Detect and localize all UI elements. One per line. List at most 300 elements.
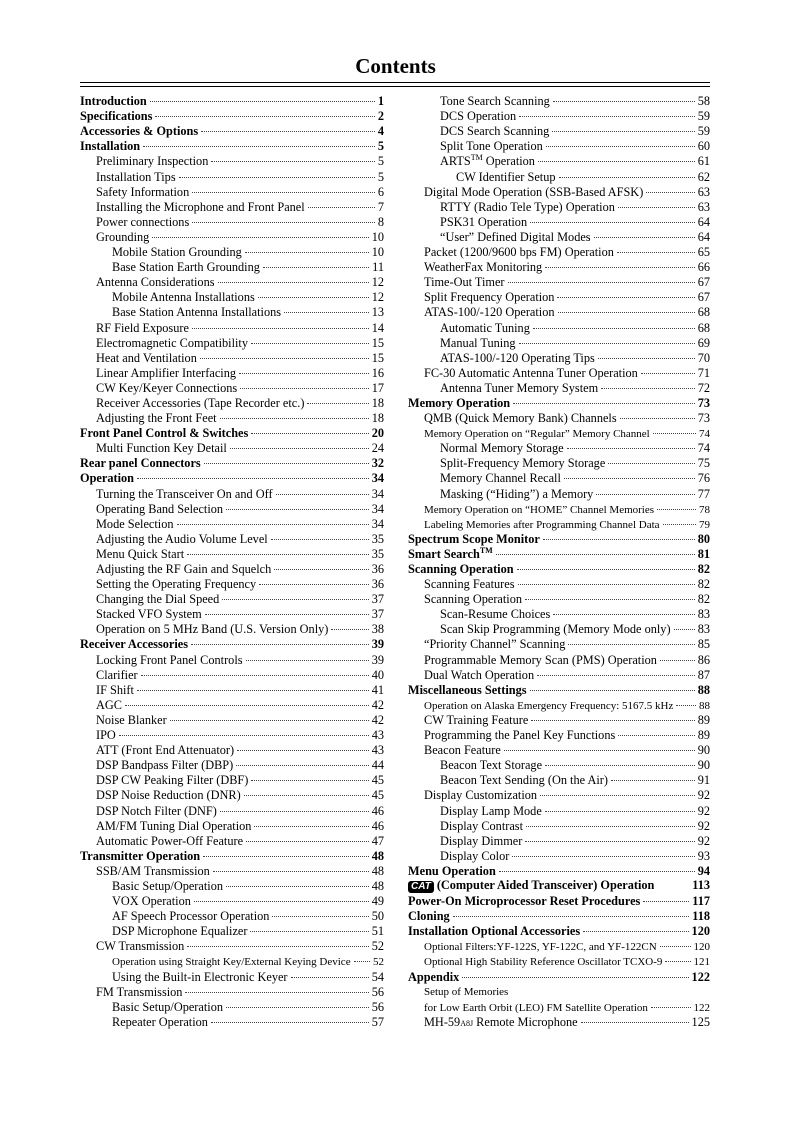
toc-entry-title: Receiver Accessories — [80, 637, 188, 652]
toc-leader-dots — [496, 539, 695, 555]
toc-entry-page: 62 — [697, 169, 710, 184]
toc-entry-page: 43 — [371, 743, 384, 758]
toc-entry-page: 42 — [371, 712, 384, 727]
toc-entry-title: Specifications — [80, 109, 153, 124]
toc-entry-title: Base Station Earth Grounding — [112, 260, 260, 275]
toc-entry-title: DSP Notch Filter (DNF) — [96, 803, 217, 818]
toc-entry-title: Labeling Memories after Programming Channel Data — [424, 518, 660, 531]
toc-entry-page: 86 — [697, 652, 710, 667]
toc-entry-title: Installation Tips — [96, 169, 176, 184]
toc-leader-dots — [125, 690, 369, 706]
toc-leader-dots — [226, 871, 369, 887]
toc-entry-title: Optional High Stability Reference Oscillator TCXO-9 — [424, 956, 663, 969]
toc-entry-page: 36 — [371, 577, 384, 592]
toc-leader-dots — [525, 826, 694, 842]
toc-entry-page: 63 — [697, 199, 710, 214]
toc-leader-dots — [152, 222, 368, 238]
toc-entry-page: 120 — [691, 924, 710, 939]
toc-leader-dots — [611, 765, 695, 781]
toc-entry-page: 125 — [691, 1014, 710, 1029]
toc-leader-dots — [251, 765, 368, 781]
toc-entry-page: 82 — [697, 577, 710, 592]
toc-leader-dots — [526, 811, 695, 827]
toc-entry-title: AF Speech Processor Operation — [112, 909, 270, 924]
toc-entry-page: 75 — [697, 456, 710, 471]
toc-entry-page: 64 — [697, 214, 710, 229]
toc-entry-title: Operation — [80, 471, 134, 486]
toc-entry-page: 11 — [372, 260, 384, 275]
toc-entry-page: 71 — [697, 365, 710, 380]
toc-entry-title: Automatic Tuning — [440, 320, 530, 335]
toc-leader-dots — [558, 297, 695, 313]
toc-right-column — [408, 89, 710, 1029]
toc-entry-page: 94 — [697, 863, 710, 878]
toc-entry-title: Locking Front Panel Controls — [96, 652, 243, 667]
toc-entry-title: Masking (“Hiding”) a Memory — [440, 486, 594, 501]
toc-entry-title: CW Transmission — [96, 939, 185, 954]
toc-entry-title: QMB (Quick Memory Bank) Channels — [424, 411, 617, 426]
toc-left-column — [80, 89, 384, 1029]
toc-entry-title: Programmable Memory Scan (PMS) Operation — [424, 652, 657, 667]
toc-entry-title: Automatic Power-Off Feature — [96, 833, 244, 848]
toc-entry-title: AGC — [96, 697, 122, 712]
toc-entry-page: 122 — [693, 1001, 710, 1014]
toc-entry-page: 72 — [697, 380, 710, 395]
toc-entry-page: 44 — [371, 758, 384, 773]
toc-leader-dots — [462, 961, 688, 977]
toc-entry-page: 83 — [697, 607, 710, 622]
toc-entry-page: 65 — [697, 245, 710, 260]
title-rule-top — [80, 82, 710, 83]
toc-entry-title: Display Contrast — [440, 818, 523, 833]
toc-entry-page: 66 — [697, 260, 710, 275]
toc-leader-dots — [657, 871, 689, 886]
toc-leader-dots — [203, 841, 369, 857]
toc-entry-page: 5 — [377, 139, 384, 154]
toc-entry-page: 68 — [697, 305, 710, 320]
toc-leader-dots — [200, 343, 369, 359]
toc-entry-page: 52 — [371, 939, 384, 954]
toc-leader-dots — [194, 886, 369, 902]
toc-entry-page: 5 — [377, 154, 384, 169]
toc-entry-title: Antenna Tuner Memory System — [440, 380, 599, 395]
toc-leader-dots — [271, 524, 369, 540]
toc-entry-page: 43 — [371, 728, 384, 743]
toc-leader-dots — [226, 992, 369, 1008]
toc-entry-title: Manual Tuning — [440, 335, 516, 350]
toc-leader-dots — [519, 101, 695, 117]
toc-entry-page: 45 — [371, 788, 384, 803]
toc-leader-dots — [179, 161, 375, 177]
toc-entry-page: 41 — [371, 682, 384, 697]
toc-entry-title: Operating Band Selection — [96, 501, 224, 516]
toc-entry-page: 92 — [697, 788, 710, 803]
toc-leader-dots — [213, 856, 369, 872]
toc-leader-dots — [141, 660, 369, 676]
toc-entry-title: Heat and Ventilation — [96, 350, 197, 365]
toc-leader-dots — [525, 584, 695, 600]
toc-entry-title: IF Shift — [96, 682, 134, 697]
toc-entry-page: 74 — [699, 428, 710, 441]
toc-leader-dots — [581, 1007, 689, 1023]
toc-entry-title: Receiver Accessories (Tape Recorder etc.) — [96, 395, 305, 410]
toc-entry-title: Turning the Transceiver On and Off — [96, 486, 273, 501]
toc-entry-page: 61 — [697, 154, 710, 169]
toc-entry-title: ATAS-100/-120 Operation — [424, 305, 555, 320]
toc-leader-dots — [263, 252, 369, 268]
toc-entry-title: WeatherFax Monitoring — [424, 260, 543, 275]
toc-entry-title: DSP Microphone Equalizer — [112, 924, 248, 939]
toc-entry-title: Installing the Microphone and Front Panel — [96, 199, 305, 214]
toc-entry-page: 79 — [699, 518, 710, 531]
toc-entry-page: 46 — [371, 803, 384, 818]
toc-leader-dots — [674, 614, 695, 630]
toc-entry-title: Display Color — [440, 848, 510, 863]
toc-entry-title: Power connections — [96, 214, 190, 229]
toc-entry-title: ATAS-100/-120 Operating Tips — [440, 350, 595, 365]
toc-leader-dots — [137, 463, 369, 479]
toc-leader-dots — [559, 161, 695, 177]
toc-entry-page: 38 — [371, 622, 384, 637]
toc-leader-dots — [511, 977, 707, 992]
toc-entry-page: 93 — [697, 848, 710, 863]
toc-entry-page: 54 — [371, 969, 384, 984]
toc-leader-dots — [512, 841, 694, 857]
toc-leader-dots — [119, 720, 369, 736]
toc-leader-dots — [276, 478, 369, 494]
toc-entry-title: Installation Optional Accessories — [408, 924, 581, 939]
toc-entry-page: 8 — [377, 214, 384, 229]
toc-entry-page: 34 — [371, 471, 384, 486]
toc-entry-title: Basic Setup/Operation — [112, 999, 223, 1014]
toc-entry-title: Digital Mode Operation (SSB-Based AFSK) — [424, 184, 644, 199]
toc-leader-dots — [660, 931, 691, 947]
toc-entry-page: 113 — [692, 877, 710, 892]
toc-entry-page: 118 — [692, 909, 710, 924]
toc-leader-dots — [564, 463, 695, 479]
toc-entry-page: 82 — [697, 562, 710, 576]
toc-entry-page: 70 — [697, 350, 710, 365]
toc-entry-page: 15 — [371, 350, 384, 365]
toc-entry-page: 36 — [371, 562, 384, 576]
toc-entry-title: Scanning Operation — [424, 592, 523, 607]
toc-entry-page: 92 — [697, 803, 710, 818]
toc-entry-page: 120 — [693, 941, 710, 954]
toc-leader-dots — [240, 373, 369, 389]
toc-entry-page: 48 — [371, 878, 384, 893]
toc-leader-dots — [220, 795, 369, 811]
toc-entry-page: 7 — [377, 199, 384, 214]
toc-leader-dots — [187, 539, 369, 555]
toc-entry-page: 32 — [371, 456, 384, 471]
toc-leader-dots — [552, 116, 694, 132]
toc-leader-dots — [546, 131, 695, 147]
toc-entry-page: 51 — [371, 924, 384, 939]
toc-entry-title: Mobile Station Grounding — [112, 245, 242, 260]
toc-entry-title: AM/FM Tuning Dial Operation — [96, 818, 252, 833]
toc-entry-title: Accessories & Options — [80, 124, 199, 139]
toc-entry-page: 80 — [697, 531, 710, 546]
toc-entry-page: 63 — [697, 184, 710, 199]
toc-entry-page: 91 — [697, 773, 710, 788]
toc-entry-page: 48 — [371, 863, 384, 878]
toc-entry-title: DCS Search Scanning — [440, 124, 550, 139]
toc-leader-dots — [617, 237, 695, 253]
toc-entry-title: Display Lamp Mode — [440, 803, 542, 818]
toc-entry-title: Clarifier — [96, 667, 138, 682]
toc-entry-title: Beacon Feature — [424, 743, 501, 758]
toc-leader-dots — [545, 750, 695, 766]
toc-leader-dots — [646, 177, 694, 193]
toc-entry-title: Mode Selection — [96, 516, 174, 531]
toc-entry-title: Adjusting the Front Feet — [96, 411, 217, 426]
toc-entry-title: Stacked VFO System — [96, 607, 202, 622]
toc-leader-dots — [676, 690, 696, 706]
toc-entry-page: 82 — [697, 592, 710, 607]
toc-leader-dots — [538, 146, 695, 162]
toc-entry-title: Optional Filters:YF-122S, YF-122C, and YF-122CN — [424, 941, 657, 954]
toc-entry-title: Linear Amplifier Interfacing — [96, 365, 236, 380]
toc-leader-dots — [211, 1007, 369, 1023]
toc-entry-title: Time-Out Timer — [424, 275, 505, 290]
toc-entry-page: 67 — [697, 290, 710, 305]
toc-leader-dots — [517, 554, 695, 570]
toc-leader-dots — [598, 343, 695, 359]
toc-entry-page: 10 — [371, 245, 384, 260]
toc-entry-title: Split Tone Operation — [440, 139, 543, 154]
toc-entry-title: RTTY (Radio Tele Type) Operation — [440, 199, 615, 214]
toc-leader-dots — [170, 705, 369, 721]
toc-entry-page: 67 — [697, 275, 710, 290]
toc-entry-page: 40 — [371, 667, 384, 682]
toc-leader-dots — [518, 569, 695, 585]
toc-entry-title: Appendix — [408, 969, 460, 984]
toc-entry-page: 77 — [697, 486, 710, 501]
toc-leader-dots — [237, 735, 369, 751]
toc-entry-page: 48 — [371, 848, 384, 863]
toc-entry-title: Memory Operation on “Regular” Memory Channel — [424, 428, 650, 441]
toc-entry-page: 5 — [377, 169, 384, 184]
toc-entry-page: 10 — [371, 229, 384, 244]
toc-leader-dots — [665, 946, 690, 962]
toc-leader-dots — [218, 267, 369, 283]
toc-entry-page: 92 — [697, 833, 710, 848]
toc-entry-title: Scanning Operation — [408, 562, 514, 576]
toc-leader-dots — [284, 297, 369, 313]
toc-entry-title: Memory Operation — [408, 395, 511, 410]
toc-entry-page: 56 — [371, 984, 384, 999]
page-title: Contents — [355, 54, 436, 78]
toc-entry-page: 83 — [697, 622, 710, 637]
toc-entry-title: Adjusting the RF Gain and Squelch — [96, 562, 272, 576]
toc-leader-dots — [531, 705, 694, 721]
toc-leader-dots — [596, 478, 694, 494]
toc-entry-page: 6 — [377, 184, 384, 199]
toc-leader-dots — [620, 403, 695, 419]
toc-entry-page: 34 — [371, 516, 384, 531]
toc-entry-title: Repeater Operation — [112, 1014, 208, 1029]
toc-leader-dots — [543, 524, 695, 540]
toc-entry-title: Operation on 5 MHz Band (U.S. Version Only) — [96, 622, 329, 637]
toc-leader-dots — [618, 192, 695, 208]
toc-entry-page: 35 — [371, 546, 384, 561]
toc-entry-page: 58 — [697, 94, 710, 109]
toc-entry-page: 15 — [371, 335, 384, 350]
toc-entry-page: 16 — [371, 365, 384, 380]
toc-leader-dots — [331, 614, 368, 630]
toc-leader-dots — [137, 675, 369, 691]
toc-entry-page: 73 — [697, 411, 710, 426]
toc-entry-title: Safety Information — [96, 184, 190, 199]
toc-leader-dots — [660, 644, 695, 660]
toc-entry-title: Beacon Text Storage — [440, 758, 543, 773]
toc-leader-dots — [553, 86, 695, 102]
toc-entry-page: 35 — [371, 531, 384, 546]
toc-entry-title: Menu Quick Start — [96, 546, 185, 561]
toc-entry-title: for Low Earth Orbit (LEO) FM Satellite Operation — [424, 1001, 648, 1014]
toc-leader-dots — [508, 267, 695, 283]
toc-leader-dots — [594, 222, 695, 238]
toc-entry-page: 87 — [697, 667, 710, 682]
toc-leader-dots — [307, 388, 368, 404]
toc-leader-dots — [230, 433, 369, 449]
toc-entry-title: Tone Search Scanning — [440, 94, 550, 109]
toc-leader-dots — [226, 494, 369, 510]
toc-entry-page: 76 — [697, 471, 710, 486]
toc-entry-page: 88 — [699, 699, 710, 712]
toc-entry-page: 37 — [371, 592, 384, 607]
toc-leader-dots — [239, 358, 369, 374]
toc-entry-page: 18 — [371, 395, 384, 410]
toc-entry-page: 85 — [697, 637, 710, 652]
toc-leader-dots — [236, 750, 368, 766]
toc-entry-title: FM Transmission — [96, 984, 183, 999]
toc-leader-dots — [185, 977, 368, 993]
toc-leader-dots — [657, 494, 696, 510]
toc-entry-page: 64 — [697, 229, 710, 244]
toc-leader-dots — [663, 509, 696, 525]
toc-entry-title: MH-59A8J Remote Microphone — [424, 1014, 578, 1029]
toc-entry-page: 20 — [371, 426, 384, 441]
toc-entry-title: Changing the Dial Speed — [96, 592, 220, 607]
toc-entry-title: Basic Setup/Operation — [112, 878, 223, 893]
toc-entry-page: 12 — [371, 275, 384, 290]
toc-entry-page: 56 — [371, 999, 384, 1014]
toc-entry-title: Operation on Alaska Emergency Frequency: 5167.5 kHz — [424, 699, 674, 712]
toc-leader-dots — [187, 931, 368, 947]
toc-entry-title: IPO — [96, 728, 116, 743]
toc-leader-dots — [540, 780, 695, 796]
toc-entry-title: Rear panel Connectors — [80, 456, 201, 471]
toc-entry-page: 34 — [371, 501, 384, 516]
toc-leader-dots — [201, 116, 375, 132]
toc-entry-title: Dual Watch Operation — [424, 667, 535, 682]
toc-entry-page: 49 — [371, 894, 384, 909]
toc-leader-dots — [272, 901, 368, 917]
toc-entry-page: 45 — [371, 773, 384, 788]
toc-entry-title: Transmitter Operation — [80, 848, 201, 863]
toc-leader-dots — [618, 720, 694, 736]
toc-leader-dots — [150, 86, 375, 102]
toc-entry-page: 50 — [371, 909, 384, 924]
toc-leader-dots — [250, 916, 368, 932]
toc-entry-title: CW Key/Keyer Connections — [96, 380, 238, 395]
toc-leader-dots — [220, 403, 369, 419]
toc-leader-dots — [545, 252, 695, 268]
toc-leader-dots — [258, 282, 369, 298]
toc-entry-page: 24 — [371, 441, 384, 456]
toc-entry-title: Packet (1200/9600 bps FM) Operation — [424, 245, 614, 260]
toc-entry-title: PSK31 Operation — [440, 214, 528, 229]
toc-entry-title: Display Customization — [424, 788, 538, 803]
toc-entry-page: 59 — [697, 124, 710, 139]
toc-entry-page: 14 — [371, 320, 384, 335]
toc-entry-page: 34 — [371, 486, 384, 501]
toc-leader-dots — [251, 418, 368, 434]
toc-entry-title: CW Training Feature — [424, 712, 529, 727]
toc-entry-title: Base Station Antenna Installations — [112, 305, 282, 320]
toc-entry-page: 89 — [697, 728, 710, 743]
toc-leader-dots — [291, 961, 369, 977]
toc-entry-page: 4 — [377, 124, 384, 139]
toc-leader-dots — [601, 373, 695, 389]
toc-entry-title: Memory Operation on “HOME” Channel Memories — [424, 503, 655, 516]
toc-entry-title: Memory Channel Recall — [440, 471, 561, 486]
toc-entry-title: Scanning Features — [424, 577, 515, 592]
toc-entry-page: 39 — [371, 652, 384, 667]
toc-entry-title: Spectrum Scope Monitor — [408, 531, 540, 546]
toc-entry-title: ARTS™ Operation — [440, 153, 535, 169]
toc-entry-title: Cloning — [408, 909, 450, 924]
toc-entry-page: 42 — [371, 697, 384, 712]
toc-leader-dots — [641, 358, 695, 374]
toc-entry-page: 52 — [373, 956, 384, 969]
toc-leader-dots — [259, 569, 369, 585]
toc-leader-dots — [155, 101, 374, 117]
toc-entry-title: “Priority Channel” Scanning — [424, 637, 566, 652]
toc-leader-dots — [254, 811, 368, 827]
toc-entry-page: 12 — [371, 290, 384, 305]
toc-entry-page: 69 — [697, 335, 710, 350]
toc-entry-title: Scan-Resume Choices — [440, 607, 551, 622]
toc-entry-title: Introduction — [80, 94, 147, 109]
toc-entry-page: 59 — [697, 109, 710, 124]
toc-entry-page: 92 — [697, 818, 710, 833]
toc-entry-title: Smart Search™ — [408, 545, 493, 561]
toc-entry-title: Setting the Operating Frequency — [96, 577, 257, 592]
toc-entry-title: Menu Operation — [408, 863, 496, 878]
toc-entry-page: 13 — [371, 305, 384, 320]
toc-entry-page: 18 — [371, 411, 384, 426]
toc-entry-title: DSP Bandpass Filter (DBP) — [96, 758, 234, 773]
toc-entry-title: CAT (Computer Aided Transceiver) Operation — [408, 878, 654, 893]
toc-entry-title: Multi Function Key Detail — [96, 441, 227, 456]
toc-entry-page: 46 — [371, 818, 384, 833]
toc-entry-page: 2 — [377, 109, 384, 124]
toc-entry-title: Power-On Microprocessor Reset Procedures — [408, 894, 641, 909]
toc-leader-dots — [583, 916, 688, 932]
toc-entry-title: Split-Frequency Memory Storage — [440, 456, 606, 471]
toc-entry-title: Normal Memory Storage — [440, 441, 564, 456]
toc-entry-title: Beacon Text Sending (On the Air) — [440, 773, 608, 788]
toc-leader-dots — [545, 795, 695, 811]
toc-leader-dots — [222, 584, 368, 600]
toc-leader-dots — [245, 237, 369, 253]
toc-entry-title: Antenna Considerations — [96, 275, 215, 290]
toc-entry-page: 122 — [691, 969, 710, 984]
toc-entry-title: Programming the Panel Key Functions — [424, 728, 616, 743]
toc-entry-title: Miscellaneous Settings — [408, 682, 527, 697]
